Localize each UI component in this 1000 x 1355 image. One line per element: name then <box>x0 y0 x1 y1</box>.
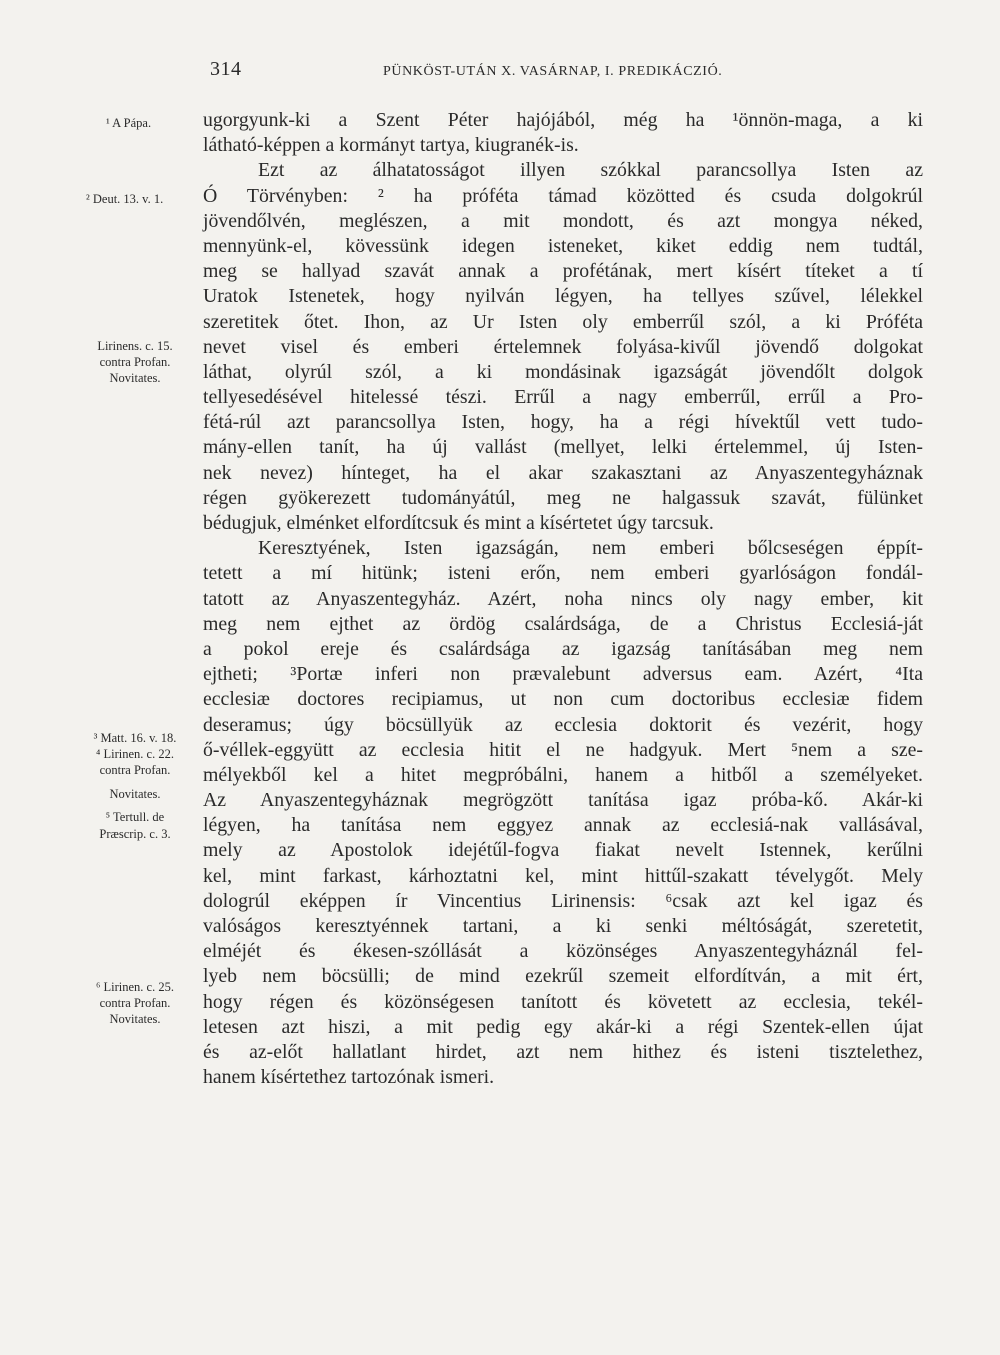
text-line: látható-képpen a kormányt tartya, kiugranék-is. <box>203 134 579 157</box>
text-line: a pokol ereje és csalárdsága az igazság tanításában meg nem <box>203 637 923 660</box>
margin-note: ³ Matt. 16. v. 18. <box>93 731 177 745</box>
text-line: tatott az Anyaszentegyház. Azért, noha nincs oly nagy ember, kit <box>203 587 923 610</box>
page-number: 314 <box>210 58 242 80</box>
margin-note: Novitates. <box>109 1012 161 1026</box>
text-line: és az-előt hallatlant hirdet, azt nem hithez és isteni tisztelethez, <box>203 1040 923 1063</box>
text-line: Ezt az álhatatosságot illyen szókkal parancsollya Isten az <box>258 159 923 182</box>
text-line: elméjét és ékesen-szóllását a közönséges Anyaszentegyháznál fel- <box>203 940 923 963</box>
text-line: Uratok Istenetek, hogy nyilván légyen, ha tellyes szűvel, lélekkel <box>203 285 923 308</box>
margin-note: Novitates. <box>109 787 161 801</box>
margin-note: ² Deut. 13. v. 1. <box>86 192 164 206</box>
margin-note: ⁴ Lirinen. c. 22. <box>96 747 174 761</box>
text-line: hanem kísértethez tartozónak ismeri. <box>203 1066 495 1089</box>
text-line: ejtheti; ³Portæ inferi non prævalebunt adversus eam. Azért, ⁴Ita <box>203 663 923 686</box>
text-line: nek nevez) hínteget, ha el akar szakasztani az Anyaszentegyháznak <box>203 461 923 484</box>
margin-note: ¹ A Pápa. <box>106 116 152 130</box>
text-line: láthat, olyrúl szól, a ki mondásinak igazságát jövendőlt dolgok <box>203 360 923 383</box>
text-line: jövendőlvén, meglészen, a mit mondott, és azt mongya néked, <box>203 209 923 232</box>
margin-note: Novitates. <box>109 371 161 385</box>
text-line: meg nem ejthet az ördög csalárdsága, de a Christus Ecclesiá-ját <box>203 612 923 635</box>
margin-note: contra Profan. <box>99 996 171 1010</box>
text-line: mány-ellen tanít, ha új vallást (mellyet, lelki értelemmel, új Isten- <box>203 436 923 459</box>
text-line: bédugjuk, elménket elfordítcsuk és mint a kísértetet úgy tarcsuk. <box>203 512 714 534</box>
text-line: tellyesedésével hitelessé tészi. Errűl a nagy emberrűl, errűl a Pro- <box>203 386 923 409</box>
text-line: meg se hallyad szavát annak a profétának, mert kísért títeket a tí <box>203 260 923 283</box>
text-line: légyen, ha tanítása nem eggyez annak az ecclesiá-nak vallásával, <box>203 814 923 837</box>
text-line: mely az Apostolok idejétűl-fogva fiakat nevelt Istennek, kerűlni <box>203 839 923 862</box>
margin-note: contra Profan. <box>99 355 171 369</box>
text-line: nevet visel és emberi értelemnek folyása-kivűl jövendő dolgokat <box>203 335 923 358</box>
text-line: dologrúl eképpen ír Vincentius Lirinensis: ⁶csak azt kel igaz és <box>203 889 923 912</box>
text-line: valóságos keresztyénnek tartani, a ki senki méltóságát, szeretetit, <box>203 915 923 937</box>
text-line: deseramus; úgy böcsüllyük az ecclesia doktorit és vezérit, hogy <box>203 713 923 736</box>
text-line: kel, mint farkast, kárhoztatni kel, mint hittűl-szakatt tévelygőt. Mely <box>203 864 923 887</box>
text-line: régen gyökerezett tudományátúl, meg ne halgassuk szavát, fülünket <box>203 486 923 509</box>
body-text <box>203 108 923 1090</box>
margin-note: ⁶ Lirinen. c. 25. <box>96 980 174 994</box>
text-line: letesen azt hiszi, a mit pedig egy akár-ki a régi Szentek-ellen újat <box>203 1015 923 1038</box>
text-line: Keresztyének, Isten igazságán, nem emberi bőlcseségen éppít- <box>258 537 923 560</box>
text-line: tetett a mí hitünk; isteni erőn, nem emberi gyarlóságon fondál- <box>203 562 923 585</box>
text-line: ugorgyunk-ki a Szent Péter hajójából, még ha ¹önnön-maga, a ki <box>203 109 923 131</box>
margin-note: Præscrip. c. 3. <box>99 827 171 841</box>
text-line: mélyekből kel a hitet megpróbálni, hanem a hitből a személyeket. <box>203 763 923 786</box>
margin-note: Lirinens. c. 15. <box>97 339 173 353</box>
text-line: ő-véllek-eggyütt az ecclesia hitit el ne hadgyuk. Mert ⁵nem a sze- <box>203 738 923 761</box>
text-line: hogy régen és közönségesen tanított és követett az ecclesia, tekél- <box>203 990 923 1013</box>
text-line: szeretitek őtet. Ihon, az Ur Isten oly emberrűl szól, a ki Próféta <box>203 310 923 333</box>
text-line: ecclesiæ doctores recipiamus, ut non cum doctoribus ecclesiæ fidem <box>203 688 923 711</box>
text-line: mennyünk-el, kövessünk idegen isteneket, kiket eddig nem tudtál, <box>203 234 923 257</box>
margin-note: ⁵ Tertull. de <box>105 810 165 824</box>
running-title: PÜNKÖST-UTÁN X. VASÁRNAP, I. PREDIKÁCZIÓ. <box>383 64 723 79</box>
text-line: lyeb nem böcsülli; de mind ezekrűl szemeit elfordítván, a mit ért, <box>203 965 923 988</box>
text-line: fétá-rúl azt parancsollya Isten, hogy, ha a régi hívektűl vett tudo- <box>203 411 923 434</box>
text-line: Ó Törvényben: ² ha próféta támad közötted és csuda dolgokrúl <box>203 184 923 207</box>
margin-note: contra Profan. <box>99 763 171 777</box>
text-line: Az Anyaszentegyháznak megrögzött tanítása igaz próba-kő. Akár-ki <box>203 789 923 812</box>
